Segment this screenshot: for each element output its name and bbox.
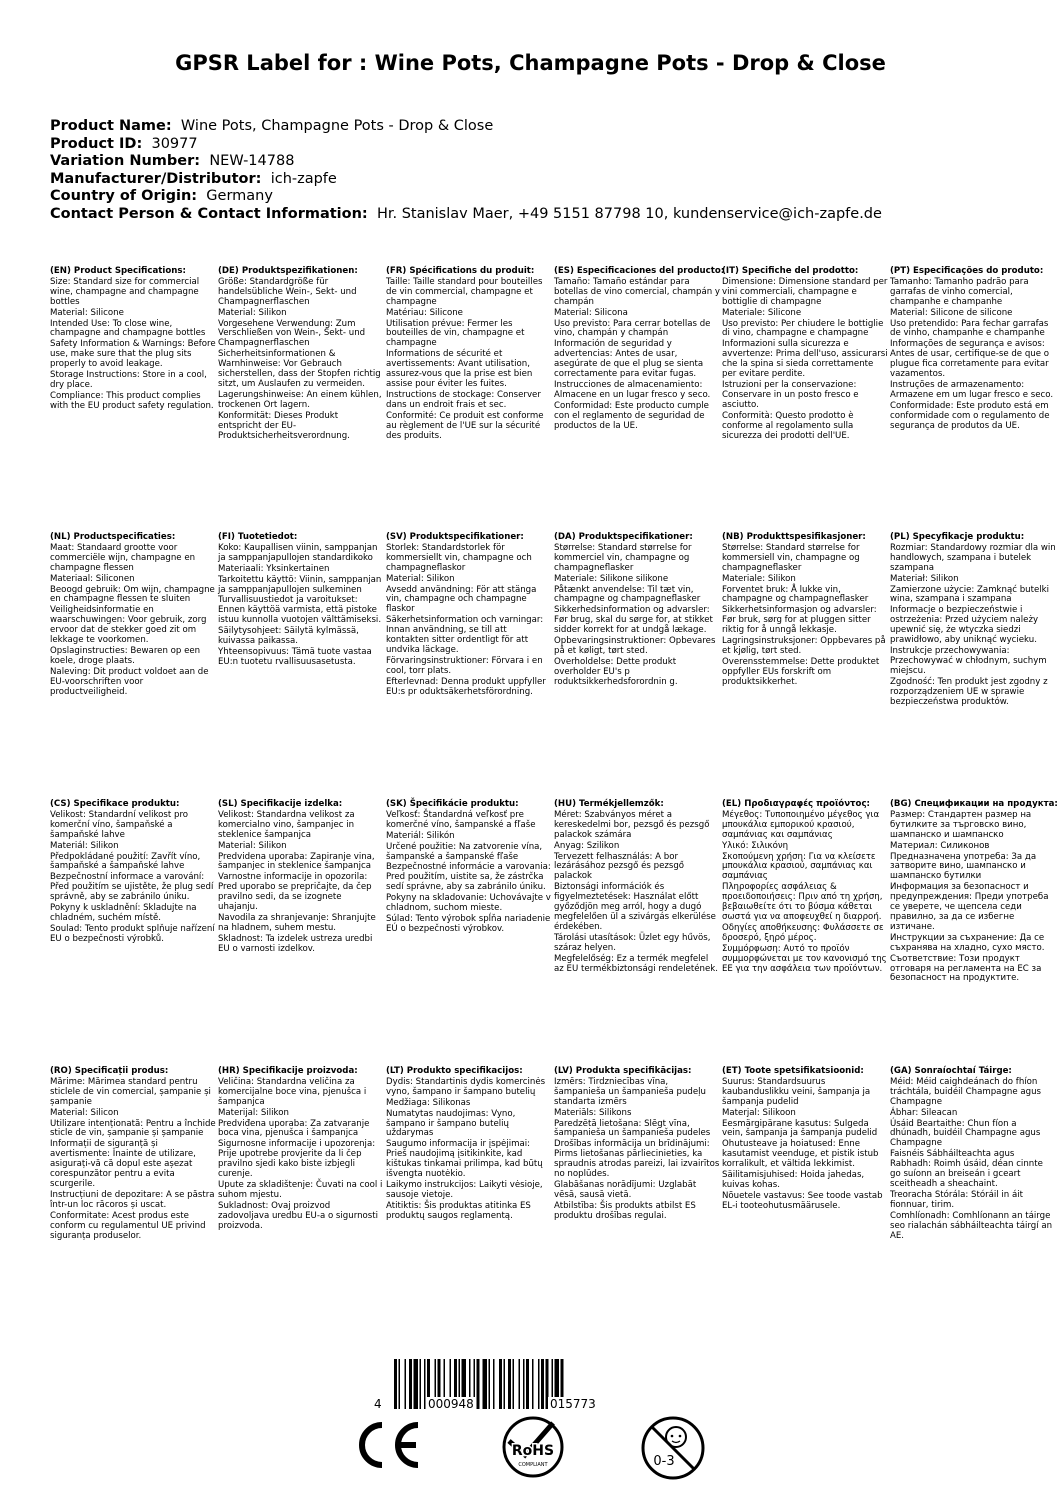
- rohs-subtext: COMPLIANT: [518, 1462, 548, 1468]
- spec-intended-use: Predvidena uporaba: Zapiranje vina, šampanjec in steklenice šampanjca: [218, 851, 375, 872]
- spec-heading: (SL) Specifikacije izdelka:: [218, 799, 343, 809]
- spec-section-sv: [386, 533, 552, 698]
- spec-section-hu: [554, 800, 720, 974]
- spec-size: Koko: Kaupallisen viinin, samppanjan ja samppanjapullojen standardikoko: [218, 542, 378, 563]
- spec-compliance: Efterlevnad: Denna produkt uppfyller EU:s pr oduktsäkerhetsförordning.: [386, 676, 546, 697]
- info-value: 30977: [151, 135, 198, 152]
- spec-section-fr: [386, 267, 552, 441]
- spec-compliance: Nõuetele vastavus: See toode vastab EL-i tooteohutusmäärusele.: [722, 1190, 883, 1211]
- barcode-bar: [513, 1359, 515, 1409]
- barcode-bar: [399, 1359, 401, 1409]
- spec-intended-use: Uso previsto: Para cerrar botellas de vino, champán y champán: [554, 318, 711, 339]
- spec-storage: Glabāšanas norādījumi: Uzglabāt vēsā, sausā vietā.: [554, 1179, 697, 1200]
- spec-storage: Istruzioni per la conservazione: Conservare in un posto fresco e asciutto.: [722, 379, 859, 410]
- spec-compliance: Compliance: This product complies with the EU product safety regulation.: [50, 390, 214, 411]
- spec-heading: (EN) Product Specifications:: [50, 266, 186, 276]
- spec-storage: Tárolási utasítások: Üzlet egy hűvös, száraz helyen.: [554, 932, 711, 953]
- spec-row: [50, 266, 1054, 527]
- spec-compliance: Συμμόρφωση: Αυτό το προϊόν συμμορφώνεται με τον κανονισμό της ΕΕ για την ασφάλεια των προϊόντων.: [722, 943, 887, 974]
- spec-section-et: [722, 1067, 888, 1212]
- spec-section-nb: [722, 533, 888, 688]
- info-value: Germany: [206, 188, 273, 205]
- barcode-bar: [523, 1359, 525, 1409]
- info-value: ich-zapfe: [270, 170, 337, 187]
- spec-material: Material: Silikon: [386, 573, 455, 584]
- spec-safety: Biztonsági információk és figyelmeztetések: Használat előtt győződjön meg arról, hogy a dugó megfelelően ül a szivárgás elkerülése érdekében.: [554, 882, 716, 932]
- spec-size: Rozmiar: Standardowy rozmiar dla win handlowych, szampana i butelek szampana: [890, 542, 1056, 573]
- spec-storage: Instructions de stockage: Conserver dans un endroit frais et sec.: [386, 389, 541, 410]
- spec-safety: Información de seguridad y advertencias: Antes de usar, asegúrate de que el plug se sienta correctamente para evitar fugas.: [554, 339, 704, 380]
- spec-compliance: Skladnost: Ta izdelek ustreza uredbi EU o varnosti izdelkov.: [218, 933, 373, 954]
- rohs-text: RoHS: [511, 1443, 555, 1459]
- spec-heading: (ES) Especificaciones del producto:: [554, 266, 725, 276]
- spec-safety: Säkerhetsinformation och varningar: Innan användning, se till att kontakten sitter ordentligt för att undvika läckage.: [386, 615, 544, 655]
- spec-heading: (PT) Especificações do produto:: [890, 266, 1044, 276]
- spec-row: [50, 532, 1056, 793]
- info-value: Wine Pots, Champagne Pots - Drop & Close: [180, 118, 494, 134]
- spec-intended-use: Utilizare intenționată: Pentru a închide sticle de vin, șampanie și șampanie: [50, 1118, 216, 1139]
- spec-safety: Saugumo informacija ir įspėjimai: Prieš naudojimą įsitikinkite, kad kištukas tinkamai prilimpa, kad būtų išvengta nuotėkio.: [386, 1139, 543, 1180]
- variation-number-row: [50, 153, 882, 171]
- spec-material: Matériau: Silicone: [386, 307, 463, 318]
- spec-size: Méid: Méid caighdeánach do fhíon tráchtála, buidéil Champagne agus Champagne: [890, 1076, 1042, 1107]
- spec-heading: (DA) Produktspecifikationer:: [554, 532, 693, 542]
- spec-material: Materiale: Silikone silikone: [554, 573, 669, 584]
- spec-heading: (GA) Sonraíochtaí Táirge:: [890, 1066, 1012, 1076]
- product-info: [50, 118, 882, 224]
- spec-section-en: [50, 267, 216, 412]
- spec-safety: Safety Information & Warnings: Before use, make sure that the plug sits properly to avoid leakage.: [50, 339, 216, 370]
- barcode-bar: [538, 1359, 540, 1409]
- spec-material: Medžiaga: Silikonas: [386, 1097, 471, 1108]
- spec-heading: (FI) Tuotetiedot:: [218, 532, 298, 542]
- spec-storage: Instrucțiuni de depozitare: A se păstra într-un loc răcoros și uscat.: [50, 1189, 215, 1210]
- spec-safety: Информация за безопасност и предупреждения: Преди употреба се уверете, че щепсела седи правилно, за да се избегне изтичане.: [890, 882, 1049, 932]
- spec-heading: (NB) Produkttspesifikasjoner:: [722, 532, 866, 542]
- spec-heading: (NL) Productspecificaties:: [50, 532, 176, 542]
- spec-section-ro: [50, 1067, 216, 1241]
- spec-material: Material: Silicone de silicone: [890, 307, 1013, 318]
- not-for-children-0-3-icon: [640, 1415, 706, 1485]
- spec-material: Materiaali: Yksinkertainen: [218, 563, 330, 574]
- spec-storage: Förvaringsinstruktioner: Förvara i en cool, torr plats.: [386, 655, 543, 676]
- spec-material: Materijal: Silikon: [218, 1107, 289, 1118]
- spec-size: Size: Standard size for commercial wine, champagne and champagne bottles: [50, 276, 200, 307]
- spec-section-es: [554, 266, 725, 432]
- spec-safety: Ohutusteave ja hoiatused: Enne kasutamist veenduge, et pistik istub korralikult, et vältida lekkimist.: [722, 1139, 879, 1170]
- spec-size: Tamanho: Tamanho padrão para garrafas de vinho comercial, champanhe e champanhe: [890, 276, 1029, 307]
- spec-storage: Lagringsinstruksjoner: Oppbevares på et kjølig, tørt sted.: [722, 636, 886, 656]
- spec-compliance: Atitiktis: Šis produktas atitinka ES produktų saugos reglamentą.: [386, 1200, 531, 1221]
- spec-compliance: Съответствие: Този продукт отговаря на регламента на ЕС за безопасност на продуктите.: [890, 953, 1042, 984]
- spec-safety: Sigurnosne informacije i upozorenja: Prije upotrebe provjerite da li čep pravilno sjedi kako biste izbjegli curenje.: [218, 1139, 376, 1180]
- spec-section-pl: [890, 533, 1056, 707]
- spec-section-pt: [890, 267, 1056, 432]
- spec-section-cs: [50, 800, 216, 945]
- spec-size: Izmērs: Tirdzniecības vīna, šampanieša un šampanieša pudeļu standarta izmērs: [554, 1076, 706, 1107]
- spec-section-lv: [554, 1067, 720, 1222]
- spec-intended-use: Uso previsto: Per chiudere le bottiglie di vino, champagne e champagne: [722, 318, 884, 339]
- spec-safety: Πληροφορίες ασφάλειας & προειδοποιήσεις: Πριν από τη χρήση, βεβαιωθείτε ότι το βύσμα κάθεται σωστά για να αποφευχθεί η διαρροή.: [722, 882, 883, 922]
- contact-row: [50, 206, 882, 224]
- spec-section-hr: [218, 1067, 384, 1232]
- barcode-bar: [526, 1359, 529, 1409]
- spec-row: [50, 799, 1058, 1060]
- spec-heading: (SK) Špecifikácie produktu:: [386, 799, 519, 809]
- spec-compliance: Zgodność: Ten produkt jest zgodny z rozporządzeniem UE w sprawie bezpieczeństwa produktów.: [890, 676, 1048, 707]
- barcode-bar: [493, 1359, 495, 1409]
- spec-section-el: [722, 800, 888, 974]
- barcode-bar: [414, 1359, 419, 1409]
- barcode-bar: [508, 1359, 511, 1409]
- spec-heading: (SV) Produktspecifikationer:: [386, 532, 524, 542]
- spec-intended-use: Tarkoitettu käyttö: Viinin, samppanjan ja samppanjapullojen sulkeminen: [218, 574, 382, 595]
- spec-storage: Storage Instructions: Store in a cool, dry place.: [50, 370, 207, 390]
- spec-material: Anyag: Szilikon: [554, 840, 620, 851]
- spec-heading: (HR) Specifikacije proizvoda:: [218, 1066, 358, 1076]
- spec-heading: (FR) Spécifications du produit:: [386, 266, 535, 276]
- spec-material: Materiał: Silikon: [890, 573, 959, 584]
- info-label: Variation Number:: [50, 153, 201, 170]
- spec-storage: Opbevaringsinstruktioner: Opbevares på et køligt, tørt sted.: [554, 636, 716, 656]
- spec-section-ga: [890, 1067, 1056, 1241]
- spec-heading: (IT) Specifiche del prodotto:: [722, 266, 859, 276]
- spec-section-da: [554, 533, 720, 688]
- spec-intended-use: Utilisation prévue: Fermer les bouteilles de vin, champagne et champagne: [386, 318, 525, 349]
- spec-material: Materiál: Silikon: [50, 840, 119, 851]
- spec-material: Materiāls: Silikons: [554, 1107, 632, 1118]
- spec-compliance: Soulad: Tento produkt splňuje nařízení EU o bezpečnosti výrobků.: [50, 923, 215, 944]
- spec-safety: Informazioni sulla sicurezza e avvertenze: Prima dell'uso, assicurarsi che la spina si sieda correttamente per evitare perdite.: [722, 339, 888, 380]
- spec-size: Veličina: Standardna veličina za komercijalne boce vina, pjenušca i šampanjca: [218, 1076, 367, 1107]
- spec-size: Maat: Standaard grootte voor commerciële wijn, champagne en champagne flessen: [50, 542, 196, 573]
- spec-safety: Bezpečnostné informácie a varovania: Pred použitím, uistite sa, že zástrčka sedí správne, aby sa zabránilo úniku.: [386, 862, 551, 893]
- spec-storage: Säilitamisjuhised: Hoida jahedas, kuivas kohas.: [722, 1170, 865, 1190]
- spec-size: Taille: Taille standard pour bouteilles de vin commercial, champagne et champagne: [386, 276, 543, 307]
- spec-heading: (LT) Produkto specifikacijos:: [386, 1066, 523, 1076]
- barcode-digits-left: 000948: [428, 1397, 474, 1411]
- spec-compliance: Naleving: Dit product voldoet aan de EU-voorschriften voor productveiligheid.: [50, 666, 209, 697]
- spec-material: Ábhar: Sileacan: [890, 1107, 958, 1118]
- spec-storage: Navodila za shranjevanje: Shranjujte na hladnem, suhem mestu.: [218, 912, 376, 933]
- manufacturer-row: [50, 171, 882, 189]
- spec-compliance: Súlad: Tento výrobok spĺňa nariadenie EÚ o bezpečnosti výrobkov.: [386, 913, 551, 934]
- spec-size: Μέγεθος: Τυποποιημένο μέγεθος για μπουκάλια εμπορικού κρασιού, σαμπάνιας και σαμπάνιας: [722, 809, 880, 840]
- barcode-bar: [489, 1359, 491, 1409]
- spec-compliance: Conformitate: Acest produs este conform cu regulamentul UE privind siguranța produselor.: [50, 1210, 206, 1241]
- spec-intended-use: Určené použitie: Na zatvorenie vína, šampanské a šampanské fľaše: [386, 841, 543, 862]
- spec-compliance: Megfelelőség: Ez a termék megfelel az EU termékbiztonsági rendeletének.: [554, 953, 718, 974]
- spec-safety: Informacje o bezpieczeństwie i ostrzeżenia: Przed użyciem należy upewnić się, że wtyczka siedzi prawidłowo, aby uniknąć wycieku.: [890, 605, 1039, 646]
- spec-size: Размер: Стандартен размер на бутилките за търговско вино, шампанско и шампанско: [890, 809, 1032, 840]
- spec-intended-use: Paredzētā lietošana: Slēgt vīna, šampanieša un šampanieša pudeles: [554, 1118, 711, 1139]
- spec-size: Mărime: Mărimea standard pentru sticlele de vin comercial, șampanie și șampanie: [50, 1076, 211, 1107]
- spec-section-de: [218, 267, 384, 441]
- spec-safety: Sikkerhedsinformation og advarsler: Før brug, skal du sørge for, at stikket sidder korrekt for at undgå lækage.: [554, 605, 713, 636]
- spec-size: Velikost: Standardní velikost pro komerční víno, šampaňské a šampaňské lahve: [50, 809, 189, 840]
- spec-section-it: [722, 267, 888, 441]
- barcode-bar: [477, 1359, 480, 1409]
- spec-size: Méret: Szabványos méret a kereskedelmi bor, pezsgő és pezsgő palackok számára: [554, 809, 710, 840]
- spec-material: Materiál: Silikón: [386, 830, 455, 841]
- info-value: NEW-14788: [209, 153, 295, 170]
- spec-size: Tamaño: Tamaño estándar para botellas de vino comercial, champán y champán: [554, 276, 721, 307]
- spec-storage: Treoracha Stórála: Stóráil in áit fionnuar, tirim.: [890, 1189, 1023, 1210]
- spec-intended-use: Úsáid Beartaithe: Chun fíon a dhúnadh, buidéil Champagne agus Champagne: [890, 1118, 1041, 1149]
- barcode-bar: [420, 1359, 422, 1409]
- spec-material: Material: Silicona: [554, 307, 628, 318]
- barcode: [376, 1359, 614, 1413]
- spec-heading: (BG) Спецификации на продукта:: [890, 799, 1058, 809]
- rohs-icon: [501, 1415, 565, 1483]
- spec-intended-use: Forventet bruk: Å lukke vin, champagne og champagneflasker: [722, 584, 869, 605]
- spec-storage: Upute za skladištenje: Čuvati na cool i suhom mjestu.: [218, 1179, 383, 1200]
- barcode-bar: [483, 1359, 488, 1409]
- info-label: Contact Person & Contact Information:: [50, 205, 368, 222]
- spec-intended-use: Vorgesehene Verwendung: Zum Verschließen von Wein-, Sekt- und Champagnerflaschen: [218, 318, 366, 349]
- spec-safety: Bezpečnostní informace a varování: Před použitím se ujistěte, že plug sedí správně, aby se zabránilo úniku.: [50, 872, 214, 903]
- spec-section-lt: [386, 1067, 552, 1222]
- spec-heading: (EL) Προδιαγραφές προϊόντος:: [722, 799, 870, 809]
- spec-compliance: Konformität: Dieses Produkt entspricht der EU-Produktsicherheitsverordnung.: [218, 410, 350, 441]
- spec-storage: Opslaginstructies: Bewaren op een koele, droge plaats.: [50, 645, 201, 666]
- spec-row: [50, 1066, 1053, 1327]
- info-value: Hr. Stanislav Maer, +49 5151 87798 10, kundenservice@ich-zapfe.de: [376, 205, 882, 222]
- spec-storage: Инструкции за съхранение: Да се съхранява на хладно, сухо място.: [890, 932, 1045, 953]
- spec-heading: (LV) Produkta specifikācijas:: [554, 1066, 692, 1076]
- barcode-bar: [541, 1359, 544, 1409]
- spec-safety: Veiligheidsinformatie en waarschuwingen: Voor gebruik, zorg ervoor dat de stekker goed zit om lekkage te voorkomen.: [50, 605, 207, 646]
- spec-intended-use: Avsedd användning: För att stänga vin, champagne och champagne flaskor: [386, 584, 537, 615]
- spec-compliance: Yhteensopivuus: Tämä tuote vastaa EU:n tuotetu rvallisuusasetusta.: [218, 646, 372, 667]
- spec-material: Materjal: Silikoon: [722, 1107, 796, 1118]
- spec-compliance: Conformité: Ce produit est conforme au règlement de l'UE sur la sécurité des produits.: [386, 410, 544, 441]
- spec-compliance: Comhlíonadh: Comhlíonann an táirge seo rialachán sábháilteachta táirgí an AE.: [890, 1210, 1053, 1241]
- spec-size: Suurus: Standardsuurus kaubanduslikku veini, šampanja ja šampanja pudelid: [722, 1076, 871, 1107]
- spec-compliance: Overensstemmelse: Dette produktet oppfyller EUs forskrift om produktsikkerhet.: [722, 656, 880, 687]
- barcode-bar: [405, 1359, 407, 1409]
- spec-storage: Instrucciones de almacenamiento: Almacene en un lugar fresco y seco.: [554, 379, 711, 400]
- spec-material: Materiale: Silikon: [722, 573, 796, 584]
- spec-storage: Instruções de armazenamento: Armazene em um lugar fresco e seco.: [890, 379, 1054, 400]
- spec-intended-use: Zamierzone użycie: Zamknąć butelki wina, szampana i szampana: [890, 584, 1050, 605]
- spec-section-nl: [50, 533, 216, 698]
- spec-compliance: Conformidade: Este produto está em conformidade com o regulamento de segurança de produtos da UE.: [890, 400, 1050, 431]
- barcode-bar: [409, 1359, 412, 1409]
- spec-heading: (RO) Specificații produs:: [50, 1066, 169, 1076]
- spec-compliance: Atbilstība: Šis produkts atbilst ES produktu drošības regulai.: [554, 1200, 696, 1221]
- spec-material: Materiale: Silicone: [722, 307, 802, 318]
- spec-intended-use: Predviđena uporaba: Za zatvaranje boca vina, pjenušca i šampanjca: [218, 1118, 370, 1139]
- spec-compliance: Overholdelse: Dette produkt overholder EU's p roduktsikkerhedsforordnin g.: [554, 656, 678, 687]
- spec-safety: Faisnéis Sábháilteachta agus Rabhadh: Roimh úsáid, déan cinnte go suíonn an breiseán i gceart sceitheadh a sheachaint.: [890, 1149, 1043, 1189]
- spec-size: Veľkosť: Štandardná veľkosť pre komerčné víno, šampanské a fľaše: [386, 809, 536, 830]
- barcode-bar: [532, 1359, 534, 1409]
- spec-safety: Sikkerhetsinformasjon og advarsler: Før bruk, sørg for at pluggen sitter riktig for å unngå lekkasje.: [722, 605, 877, 636]
- page-title: GPSR Label for : Wine Pots, Champagne Pots - Drop & Close: [175, 51, 886, 75]
- spec-safety: Sicherheitsinformationen & Warnhinweise: Vor Gebrauch sicherstellen, dass der Stopfen richtig sitzt, um Auslaufen zu vermeiden.: [218, 349, 381, 389]
- spec-size: Dydis: Standartinis dydis komercinės vyno, šampano ir šampano butelių: [386, 1076, 546, 1097]
- spec-intended-use: Numatytas naudojimas: Vyno, šampano ir šampano butelių uždarymas: [386, 1108, 516, 1139]
- spec-intended-use: Uso pretendido: Para fechar garrafas de vinho, champanhe e champanhe: [890, 318, 1049, 339]
- spec-intended-use: Tervezett felhasználás: A bor lezárásához pezsgő és pezsgő palackok: [554, 851, 685, 882]
- spec-intended-use: Beoogd gebruik: Om wijn, champagne en champagne flessen te sluiten: [50, 584, 215, 605]
- spec-size: Dimensione: Dimensione standard per vini commerciali, champagne e bottiglie di champagne: [722, 276, 888, 307]
- spec-storage: Οδηγίες αποθήκευσης: Φυλάσσετε σε δροσερό, ξηρό μέρος.: [722, 922, 884, 943]
- spec-storage: Instrukcje przechowywania: Przechowywać w chłodnym, suchym miejscu.: [890, 645, 1047, 676]
- ce-mark-icon: [352, 1415, 424, 1479]
- spec-compliance: Sukladnost: Ovaj proizvod zadovoljava uredbu EU-a o sigurnosti proizvoda.: [218, 1200, 379, 1231]
- spec-intended-use: Předpokládané použití: Zavřít víno, šampaňské a šampaňské lahve: [50, 851, 201, 872]
- spec-material: Material: Silikon: [218, 840, 287, 851]
- spec-section-sk: [386, 800, 552, 935]
- spec-compliance: Conformità: Questo prodotto è conforme al regolamento sulla sicurezza dei prodotti dell'UE.: [722, 410, 854, 441]
- spec-heading: (DE) Produktspezifikationen:: [218, 266, 358, 276]
- spec-safety: Turvallisuustiedot ja varoitukset: Ennen käyttöä varmista, että pistoke istuu kunnolla vuotojen välttämiseksi.: [218, 595, 382, 626]
- spec-material: Material: Silicone: [50, 307, 124, 318]
- spec-size: Storlek: Standardstorlek för kommersiellt vin, champagne och champagneflaskor: [386, 542, 532, 573]
- spec-intended-use: Eesmärgipärane kasutus: Sulgeda vein, šampanja ja šampanja pudelid: [722, 1118, 878, 1139]
- spec-size: Størrelse: Standard størrelse for kommerciel vin, champagne og champagneflasker: [554, 542, 692, 573]
- product-id-row: [50, 136, 882, 154]
- info-label: Manufacturer/Distributor:: [50, 170, 262, 187]
- spec-compliance: Conformidad: Este producto cumple con el reglamento de seguridad de productos de la UE.: [554, 400, 709, 431]
- spec-storage: Lagerungshinweise: An einem kühlen, trockenen Ort lagern.: [218, 389, 382, 410]
- country-of-origin-row: [50, 188, 882, 206]
- spec-heading: (ET) Toote spetsifikatsioonid:: [722, 1066, 864, 1076]
- spec-section-fi: [218, 533, 384, 668]
- info-label: Product Name:: [50, 118, 172, 134]
- barcode-bar: [499, 1359, 502, 1409]
- spec-material: Υλικό: Σιλικόνη: [722, 840, 789, 851]
- info-label: Country of Origin:: [50, 188, 198, 205]
- spec-intended-use: Σκοπούμενη χρήση: Για να κλείσετε μπουκάλια κρασιού, σαμπάνιας και σαμπάνιας: [722, 851, 876, 882]
- spec-storage: Laikymo instrukcijos: Laikyti vėsioje, sausoje vietoje.: [386, 1179, 543, 1200]
- spec-safety: Drošības informācija un brīdinājumi: Pirms lietošanas pārliecinieties, ka spraudnis atrodas pareizi, lai izvairītos no noplūdes.: [554, 1139, 720, 1180]
- spec-intended-use: Påtænkt anvendelse: Til tæt vin, champagne og champagneflasker: [554, 584, 701, 605]
- spec-safety: Informații de siguranță și avertismente: Înainte de utilizare, asigurați-vă că dopul este așezat corespunzător pentru a evita scurgerile.: [50, 1139, 196, 1189]
- spec-heading: (CS) Specifikace produktu:: [50, 799, 180, 809]
- spec-storage: Säilytysohjeet: Säilytä kylmässä, kuivassa paikassa.: [218, 626, 359, 647]
- spec-size: Größe: Standardgröße für handelsübliche Wein-, Sekt- und Champagnerflaschen: [218, 276, 357, 307]
- spec-heading: (PL) Specyfikacje produktu:: [890, 532, 1025, 542]
- spec-material: Material: Silikon: [218, 307, 287, 318]
- spec-safety: Varnostne informacije in opozorila: Pred uporabo se prepričajte, da čep pravilno sedi, da se izognete uhajanju.: [218, 872, 372, 913]
- spec-section-bg: [890, 800, 1056, 984]
- spec-material: Materiaal: Siliconen: [50, 573, 135, 584]
- barcode-bar: [504, 1359, 506, 1409]
- spec-material: Материал: Силиконов: [890, 840, 990, 851]
- spec-intended-use: Intended Use: To close wine, champagne and champagne bottles: [50, 318, 206, 339]
- spec-safety: Informações de segurança e avisos: Antes de usar, certifique-se de que o plugue fica corretamente para evitar vazamentos.: [890, 339, 1050, 380]
- info-label: Product ID:: [50, 135, 143, 152]
- barcode-digit-first: 4: [374, 1397, 382, 1411]
- spec-storage: Pokyny k uskladnění: Skladujte na chladném, suchém místě.: [50, 903, 197, 923]
- spec-size: Velikost: Standardna velikost za komercialno vino, šampanjec in steklenice šampanjca: [218, 809, 355, 840]
- spec-section-sl: [218, 800, 384, 955]
- spec-material: Material: Silicon: [50, 1107, 119, 1118]
- spec-storage: Pokyny na skladovanie: Uchovávajte v chladnom, suchom mieste.: [386, 893, 551, 914]
- spec-size: Størrelse: Standard størrelse for kommersiell vin, champagne og champagneflasker: [722, 542, 860, 573]
- barcode-bar: [519, 1359, 521, 1409]
- spec-safety: Informations de sécurité et avertissements: Avant utilisation, assurez-vous que la prise est bien assise pour éviter les fuites.: [386, 349, 533, 389]
- barcode-bar: [394, 1359, 397, 1409]
- age-range-text: 0-3: [653, 1454, 675, 1469]
- barcode-digits-right: 015773: [550, 1397, 596, 1411]
- spec-heading: (HU) Termékjellemzők:: [554, 799, 664, 809]
- spec-intended-use: Предназначена употреба: За да затворите вино, шампанско и шампанско бутилки: [890, 851, 1037, 882]
- product-name-row: [50, 118, 882, 136]
